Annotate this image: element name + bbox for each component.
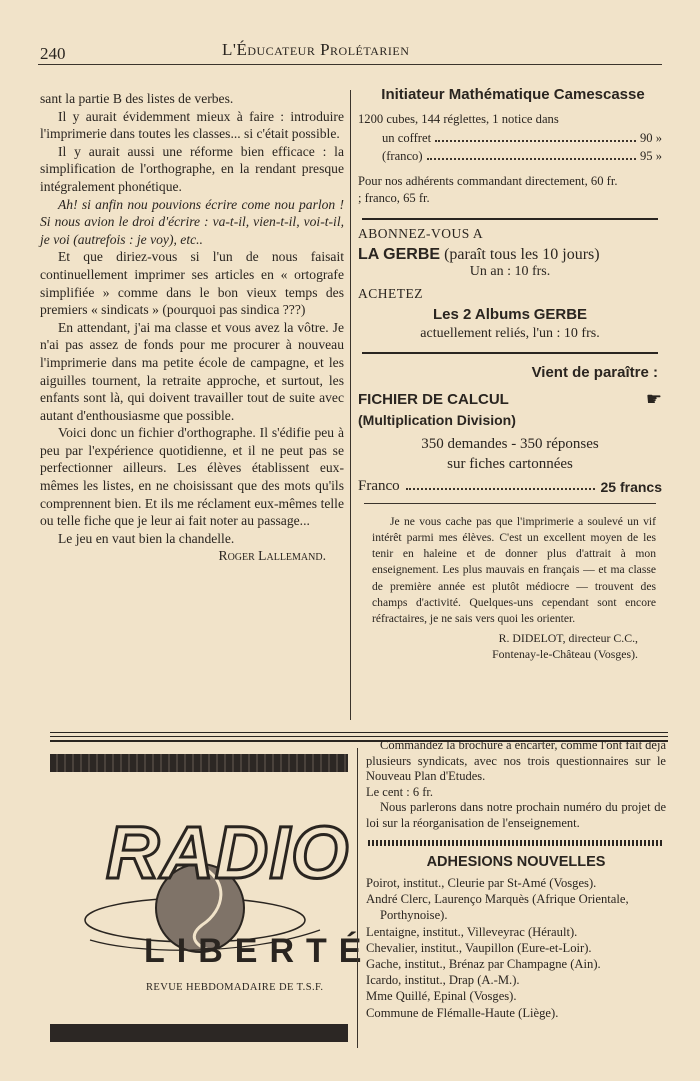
article-paragraph: En attendant, j'ai ma classe et vous avez la vôtre. Je n'ai pas assez de fonds pour me procurer à nouveau l'imprimerie dans ma petite école de campagne, et les aiguilles tournent, la retraite approche, et surtout, les enfants sont là, qui doivent travailler tout de suite avec autant d'enthousiasme que possible. xyxy=(40,319,344,423)
journal-title: L'Éducateur Prolétarien xyxy=(222,40,410,59)
brochure-price: Le cent : 6 fr. xyxy=(366,784,433,799)
list-item: Mme Quillé, Epinal (Vosges). xyxy=(366,989,517,1004)
demandes-line: 350 demandes - 350 réponses xyxy=(421,435,599,452)
brochure-paragraph: Nous parlerons dans notre prochain numéro du projet de loi sur la réorganisation de l'enseignement. xyxy=(366,800,666,830)
list-item: Gache, institut., Brénaz par Champagne (Ain). xyxy=(366,957,601,972)
gerbe-price: Un an : 10 frs. xyxy=(469,263,551,279)
fichier-franco-label: Franco xyxy=(358,477,400,494)
article-paragraph: Et que diriez-vous si l'un de nous faisait continuellement imprimer ses articles en « ortografe simplifiée » comme dans le bon vieux temps des premiers « sindicats » (pourquoi pas sindica ???) xyxy=(40,249,344,318)
pointing-hand-icon: ☛ xyxy=(645,388,662,409)
letter-paragraph: Je ne vous cache pas que l'imprimerie a soulevé un vif intérêt parmi mes élèves. C'est un excellent moyen de les tenir en haleine et de donner plus d'attrait à mon enseignement. Les plus mauvais en français — et ma classe de première année est plutôt médiocre — trouvent des champs d'activité. Quelques-uns cependant sont encore réfractaires, je ne sais vers quoi les orienter. xyxy=(372,514,656,626)
section-rule xyxy=(364,503,656,504)
abonnez-text: ABONNEZ-VOUS A xyxy=(358,225,484,241)
article-paragraph: Il y aurait évidemment mieux à faire : introduire l'imprimerie dans toutes les classes... si c'était possible. xyxy=(40,108,344,142)
section-divider xyxy=(50,732,668,733)
article-paragraph-italic: Ah! si anfin nou pouvions écrire come nou parlon ! Si nous avion le droi d'écrire : va-t-il, vien-t-il, voi-t-il, je voi (autrefois : je voy), etc.. xyxy=(40,196,344,247)
vient-de-paraitre: Vient de paraître : xyxy=(531,363,658,381)
article-paragraph: Voici donc un fichier d'orthographe. Il s'édifie peu à peu par l'expérience quotidienne, et il ne peut pas se perfectionner ailleurs. Les élèves établissent eux-mêmes les listes, en ne choisissant que des mots qu'ils comprennent bien. Et ils me réclament eux-mêmes telle ou telle fiche que je leur ai fait noter au passage... xyxy=(40,425,344,529)
section-rule xyxy=(362,352,658,354)
page-number: 240 xyxy=(40,44,66,63)
dot-leader xyxy=(427,147,636,160)
gerbe-line xyxy=(358,246,662,264)
brochure-paragraph: Commandez la brochure à encarter, comme l'ont fait déjà plusieurs syndicats, avec nos trois questionnaires sur le Nouveau Plan d'Etudes. xyxy=(366,738,666,783)
article-column xyxy=(40,90,344,565)
coffret-price: 90 » xyxy=(639,130,662,145)
article-paragraph: Le jeu en vaut bien la chandelle. xyxy=(58,530,235,546)
fichier-title: FICHIER DE CALCUL xyxy=(358,390,509,408)
franco-label: (franco) xyxy=(382,148,423,163)
letter-signature xyxy=(358,630,662,662)
ad-stripe xyxy=(50,1024,348,1042)
coffret-price-row xyxy=(358,129,662,147)
fichier-title-row xyxy=(358,389,662,410)
radio-logo-text: RADIO xyxy=(106,811,350,894)
section-rule xyxy=(362,218,658,220)
albums-line xyxy=(358,306,662,324)
column-divider xyxy=(357,748,358,1048)
fichier-franco-price: 25 francs xyxy=(600,478,662,495)
list-item: Commune de Flémalle-Haute (Liège). xyxy=(366,1005,559,1020)
ad-stripe xyxy=(50,754,348,772)
adhesions-list xyxy=(366,875,666,1021)
dashed-divider xyxy=(368,840,664,846)
initiateur-description: 1200 cubes, 144 réglettes, 1 notice dans xyxy=(358,112,559,126)
adhesions-title: ADHESIONS NOUVELLES xyxy=(426,854,606,870)
fichier-demandes xyxy=(358,434,662,474)
achetez-text: ACHETEZ xyxy=(358,285,423,301)
albums-prefix: Les 2 Albums xyxy=(432,305,530,323)
franco-price-row xyxy=(358,147,662,165)
initiateur-title: Initiateur Mathématique Camescasse xyxy=(381,86,645,103)
fiches-line: sur fiches cartonnées xyxy=(447,455,573,472)
article-signature: Roger Lallemand. xyxy=(218,548,326,564)
liberte-logo-text: LIBERTÉ xyxy=(144,932,374,970)
ads-column xyxy=(358,84,662,662)
column-divider xyxy=(350,90,351,720)
radio-tagline: REVUE HEBDOMADAIRE DE T.S.F. xyxy=(146,982,324,993)
list-item: André Clerc, Laurenço Marquès (Afrique Orientale, Porthynoise). xyxy=(366,892,629,923)
brochure-notice xyxy=(366,738,666,831)
section-divider xyxy=(50,736,668,737)
header-rule xyxy=(38,64,662,65)
fichier-subtitle: (Multiplication Division) xyxy=(358,411,516,428)
dot-leader xyxy=(406,488,595,490)
list-item: Icardo, institut., Drap (A.-M.). xyxy=(366,973,520,988)
list-item: Poirot, institut., Cleurie par St-Amé (Vosges). xyxy=(366,876,597,890)
fichier-franco-row xyxy=(358,478,662,495)
adherents-offer: Pour nos adhérents commandant directement, 60 fr. ; franco, 65 fr. xyxy=(358,173,618,205)
albums-price: actuellement reliés, l'un : 10 frs. xyxy=(420,325,600,341)
franco-price: 95 » xyxy=(639,148,662,163)
list-item: Lentaigne, institut., Villeveyrac (Hérault). xyxy=(366,924,578,939)
list-item: Chevalier, institut., Vaupillon (Eure-et-Loir). xyxy=(366,940,592,955)
gerbe-name: LA GERBE xyxy=(358,245,441,263)
letter-author: R. DIDELOT, directeur C.C., xyxy=(498,630,638,645)
article-paragraph: sant la partie B des listes de verbes. xyxy=(40,91,234,106)
coffret-label: un coffret xyxy=(382,130,432,145)
notices-column xyxy=(366,738,666,1021)
gerbe-desc: (paraît tous les 10 jours) xyxy=(444,245,600,263)
dot-leader xyxy=(435,129,636,142)
radio-liberte-ad xyxy=(50,750,374,1050)
albums-name: GERBE xyxy=(533,305,588,323)
reader-letter xyxy=(358,514,662,628)
letter-place: Fontenay-le-Château (Vosges). xyxy=(492,646,638,661)
article-paragraph: Il y aurait aussi une réforme bien efficace : la simplification de l'orthographe, en la rendant presque intégralement phonétique. xyxy=(40,143,344,194)
